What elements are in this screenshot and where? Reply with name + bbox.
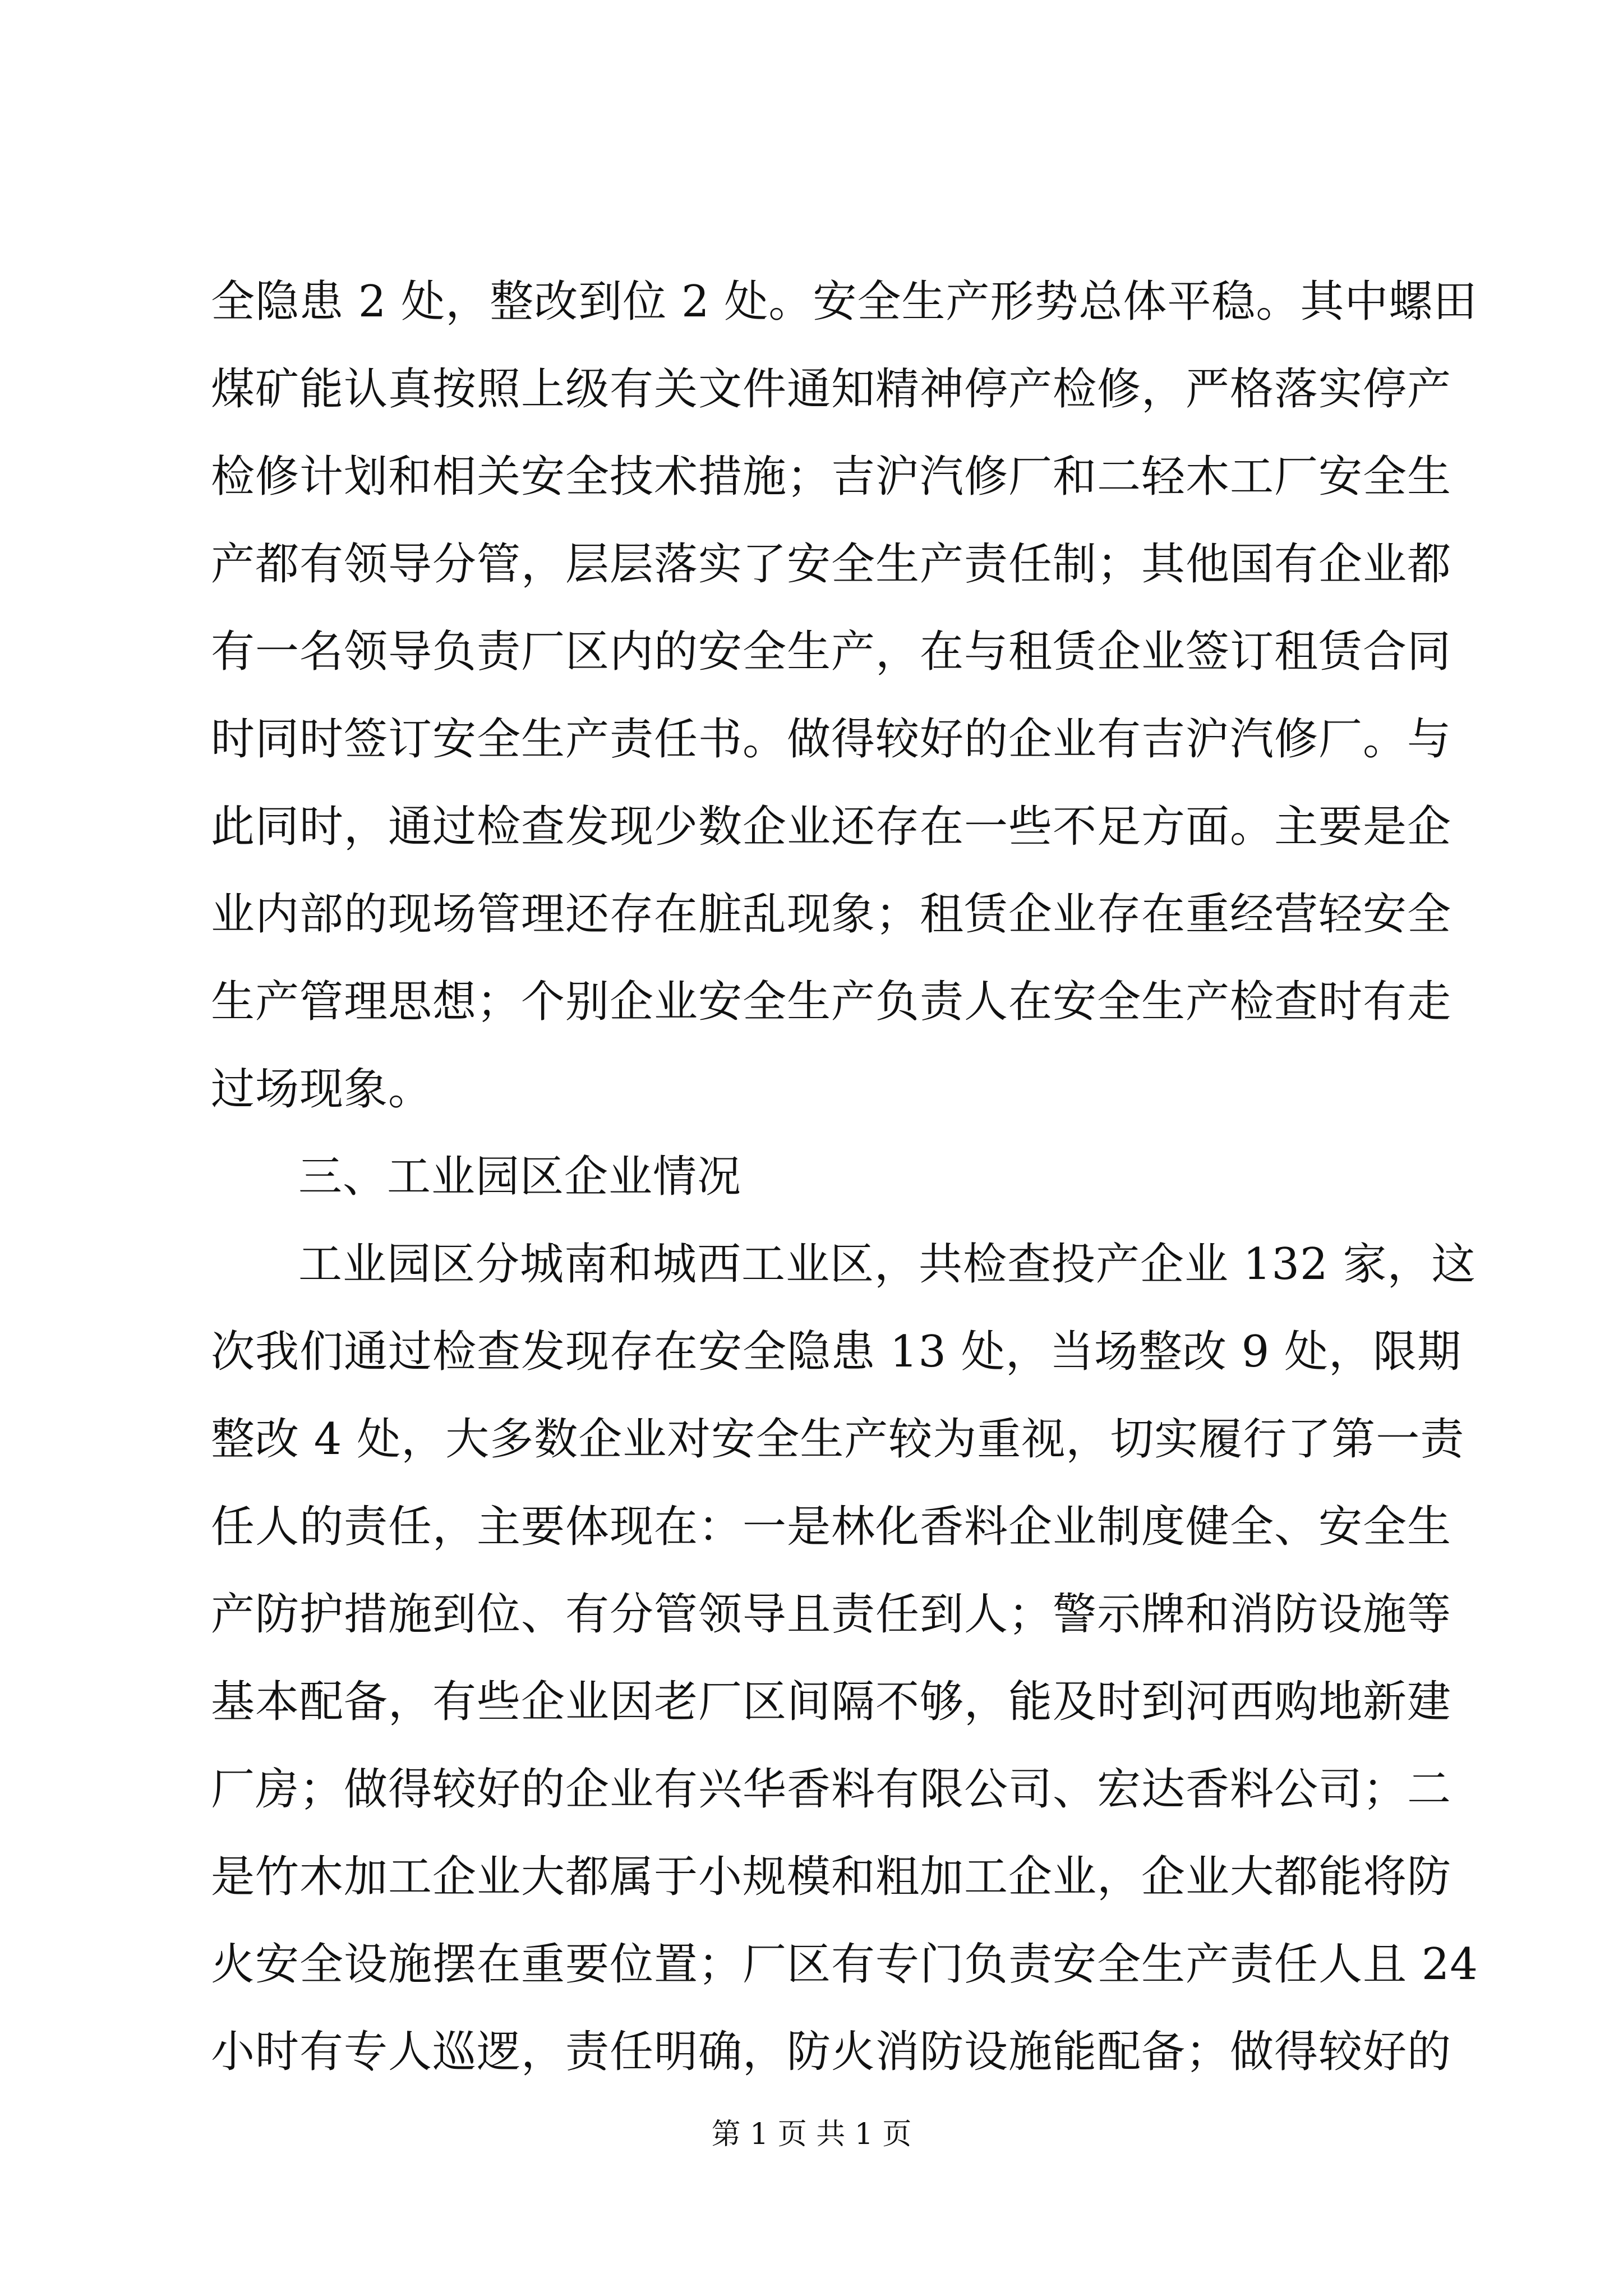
text-line: 基本配备，有些企业因老厂区间隔不够，能及时到河西购地新建 <box>211 1677 1452 1727</box>
text-line: 生产管理思想；个别企业安全生产负责人在安全生产检查时有走 <box>211 977 1452 1027</box>
text-line: 产都有领导分管，层层落实了安全生产责任制；其他国有企业都 <box>211 539 1452 590</box>
text-line: 次我们通过检查发现存在安全隐患 13 处，当场整改 9 处，限期 <box>211 1327 1462 1377</box>
text-line: 任人的责任，主要体现在：一是林化香料企业制度健全、安全生 <box>211 1502 1452 1552</box>
text-line: 火安全设施摆在重要位置；厂区有专门负责安全生产责任人且 24 <box>211 1939 1479 1990</box>
text-line: 有一名领导负责厂区内的安全生产，在与租赁企业签订租赁合同 <box>211 627 1452 677</box>
text-line: 产防护措施到位、有分管领导且责任到人；警示牌和消防设施等 <box>211 1589 1452 1640</box>
text-line: 工业园区分城南和城西工业区，共检查投产企业 132 家，这 <box>298 1239 1476 1290</box>
text-line: 全隐患 2 处，整改到位 2 处。安全生产形势总体平稳。其中螺田 <box>211 277 1478 327</box>
text-line: 厂房；做得较好的企业有兴华香料有限公司、宏达香料公司；二 <box>211 1764 1452 1815</box>
text-line: 是竹木加工企业大都属于小规模和粗加工企业，企业大都能将防 <box>211 1852 1452 1902</box>
document-body <box>211 258 1479 2096</box>
text-line: 整改 4 处，大多数企业对安全生产较为重视，切实履行了第一责 <box>211 1414 1465 1465</box>
text-line: 小时有专人巡逻，责任明确，防火消防设施能配备；做得较好的 <box>211 2027 1452 2077</box>
text-line: 时同时签订安全生产责任书。做得较好的企业有吉沪汽修厂。与 <box>211 714 1452 765</box>
text-line: 煤矿能认真按照上级有关文件通知精神停产检修，严格落实停产 <box>211 364 1452 415</box>
text-line: 检修计划和相关安全技术措施；吉沪汽修厂和二轻木工厂安全生 <box>211 452 1452 502</box>
section-heading: 三、工业园区企业情况 <box>298 1152 742 1202</box>
page-footer <box>0 2115 1623 2154</box>
page-number: 第 1 页 共 1 页 <box>711 2118 912 2151</box>
text-line: 业内部的现场管理还存在脏乱现象；租赁企业存在重经营轻安全 <box>211 889 1452 940</box>
text-line: 过场现象。 <box>211 1064 433 1115</box>
text-line: 此同时，通过检查发现少数企业还存在一些不足方面。主要是企 <box>211 802 1452 852</box>
